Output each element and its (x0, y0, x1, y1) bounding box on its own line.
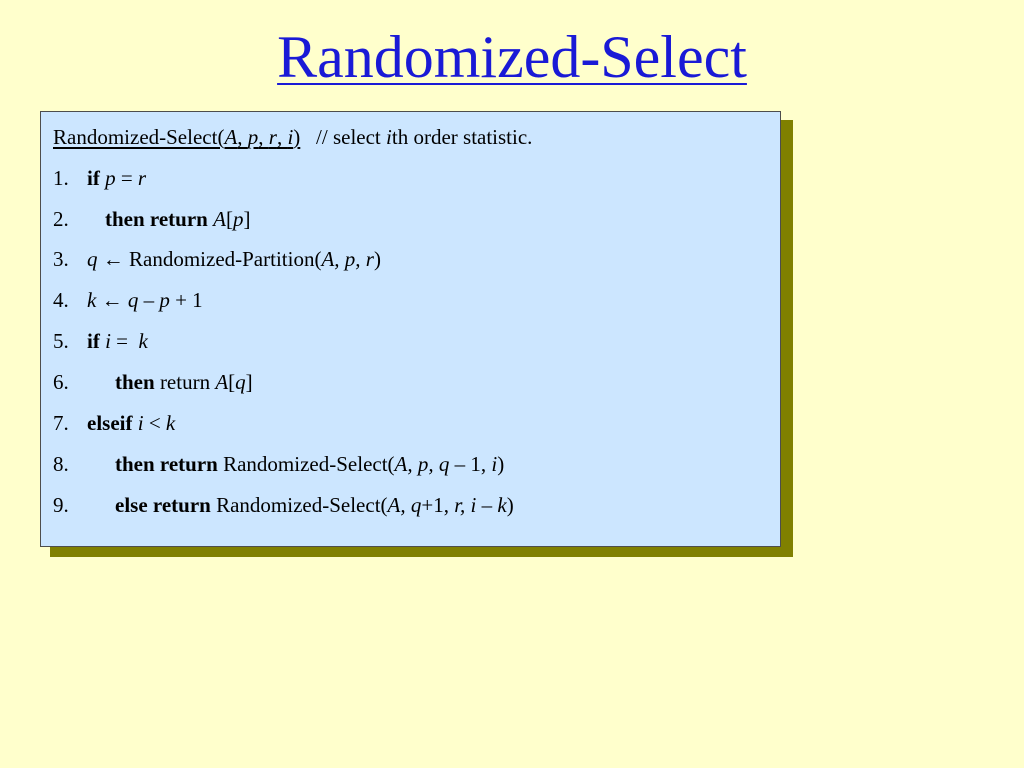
call-args: A, p, r (321, 247, 374, 271)
code-line-3 (53, 246, 381, 272)
code-header-line (53, 124, 532, 150)
code-line-2 (53, 206, 250, 232)
signature-arg-r: r (268, 125, 277, 149)
signature-arg-i: i (287, 125, 294, 149)
line-number: 5. (53, 329, 69, 353)
operator: < (143, 411, 166, 435)
var-k: k (87, 288, 97, 312)
var-q: q (127, 288, 139, 312)
var-p: p (105, 166, 116, 190)
call-args: A, p, q (394, 452, 450, 476)
operator: = (110, 329, 139, 353)
signature-sep: , (276, 125, 288, 149)
plain-text: return (154, 370, 216, 394)
signature-close: ) (293, 125, 301, 149)
function-call: Randomized-Select( (210, 493, 388, 517)
keyword: else return (115, 493, 211, 517)
assign-arrow: ← (97, 247, 129, 271)
code-line-1 (53, 165, 146, 191)
comment-prefix: // select (316, 125, 387, 149)
call-args: k (497, 493, 507, 517)
code-box (40, 111, 781, 547)
keyword: if (87, 329, 100, 353)
bracket: ] (245, 370, 253, 394)
var-a: A (213, 207, 226, 231)
operator: – (476, 493, 498, 517)
var-p: p (159, 288, 170, 312)
keyword: then return (105, 207, 208, 231)
bracket: [ (225, 207, 233, 231)
signature-name: Randomized-Select( (53, 125, 225, 149)
line-number: 4. (53, 288, 69, 312)
signature-arg-a: A (224, 125, 238, 149)
function-signature (53, 125, 300, 149)
operator: + 1 (169, 288, 203, 312)
operator: = (115, 166, 138, 190)
var-k: k (138, 329, 148, 353)
code-line-7 (53, 410, 175, 436)
line-number: 9. (53, 493, 69, 517)
var-q: q (87, 247, 98, 271)
assign-arrow: ← (96, 288, 128, 312)
signature-arg-p: p (247, 125, 259, 149)
var-i: i (137, 411, 144, 435)
signature-sep: , (258, 125, 269, 149)
call-args: r, i (454, 493, 477, 517)
line-number: 2. (53, 207, 69, 231)
code-line-9 (53, 492, 514, 518)
var-k: k (165, 411, 176, 435)
line-number: 1. (53, 166, 69, 190)
code-line-4 (53, 287, 203, 313)
line-number: 6. (53, 370, 69, 394)
var-r: r (137, 166, 147, 190)
var-q: q (235, 370, 246, 394)
keyword: if (87, 166, 100, 190)
line-number: 3. (53, 247, 69, 271)
line-number: 7. (53, 411, 69, 435)
keyword: elseif (87, 411, 133, 435)
code-line-8 (53, 451, 504, 477)
var-a: A (215, 370, 229, 394)
call-args: A, q (387, 493, 422, 517)
slide-title: Randomized-Select (277, 24, 747, 90)
line-number: 8. (53, 452, 69, 476)
call-close: ) (506, 493, 514, 517)
operator: – (138, 288, 160, 312)
keyword: then return (115, 452, 218, 476)
call-close: ) (373, 247, 381, 271)
comment-var-i: i (386, 125, 392, 149)
operator: – 1, (449, 452, 492, 476)
function-call: Randomized-Partition( (129, 247, 322, 271)
bracket: ] (243, 207, 251, 231)
code-line-6 (53, 369, 253, 395)
var-i: i (105, 329, 111, 353)
operator: +1, (421, 493, 455, 517)
var-p: p (232, 207, 244, 231)
function-call: Randomized-Select( (217, 452, 395, 476)
call-close: ) (497, 452, 505, 476)
call-args: i (491, 452, 498, 476)
keyword: then (115, 370, 155, 394)
signature-sep: , (237, 125, 248, 149)
code-line-5 (53, 328, 148, 354)
code-comment (316, 125, 532, 149)
bracket: [ (228, 370, 236, 394)
comment-suffix: th order statistic. (391, 125, 533, 149)
